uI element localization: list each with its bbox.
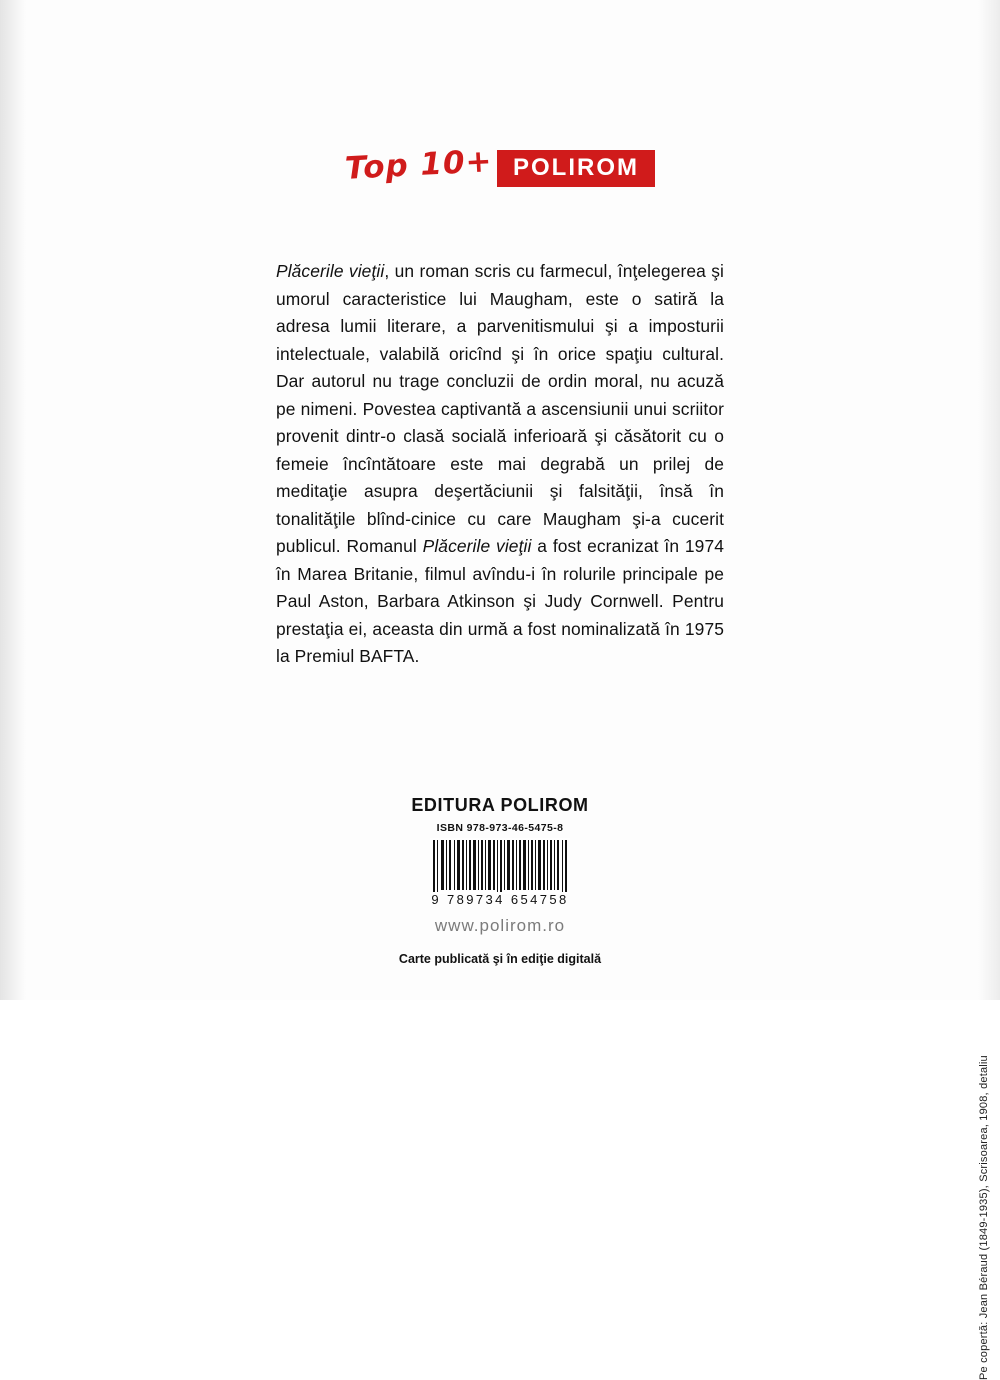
book-title-italic-first: Plăcerile vieţii bbox=[276, 261, 385, 281]
cover-footer bbox=[0, 795, 1000, 966]
publisher-name: EDITURA POLIROM bbox=[411, 795, 589, 815]
series-label: Top 10+ bbox=[344, 143, 494, 187]
barcode-icon bbox=[430, 838, 570, 894]
series-logo-block bbox=[0, 138, 1000, 187]
publisher-badge: POLIROM bbox=[497, 150, 655, 187]
book-title-italic-second: Plăcerile vieţii bbox=[422, 536, 532, 556]
cover-art-credit: Pe copertă: Jean Béraud (1849-1935), Scrisoarea, 1908, detaliu bbox=[978, 1055, 990, 1380]
blurb-segment-one: , un roman scris cu farmecul, înţelegerea şi umorul caracteristice lui Maugham, este o satiră la adresa lumii literare, a parvenitismului şi a imposturii intelectuale, valabilă oricînd şi în orice spaţiu cultural. Dar autorul nu trage concluzii de ordin moral, nu acuză pe nimeni. Povestea captivantă a ascensiunii unui scriitor provenit dintr-o clasă socială inferioară şi căsătorit cu o femeie încîntătoare este mai degrabă un prilej de meditaţie asupra deşertăciunii şi falsităţii, însă în tonalităţile blînd-cinice cu care Maugham şi-a cucerit publicul. Romanul bbox=[276, 261, 724, 556]
digital-edition-note: Carte publicată şi în ediţie digitală bbox=[398, 952, 602, 966]
publisher-website[interactable]: www.polirom.ro bbox=[434, 916, 566, 935]
back-cover-blurb bbox=[276, 258, 724, 671]
barcode-digits: 9 789734 654758 bbox=[431, 892, 569, 907]
isbn-number: ISBN 978-973-46-5475-8 bbox=[436, 822, 564, 834]
blurb-segment-two: a fost ecranizat în 1974 în Marea Britanie, filmul avîndu-i în rolurile principale pe Paul Aston, Barbara Atkinson şi Judy Cornwell. Pentru prestaţia ei, aceasta din urmă a fost nominalizată în 1975 la Premiul BAFTA. bbox=[276, 536, 724, 666]
barcode bbox=[430, 838, 570, 907]
